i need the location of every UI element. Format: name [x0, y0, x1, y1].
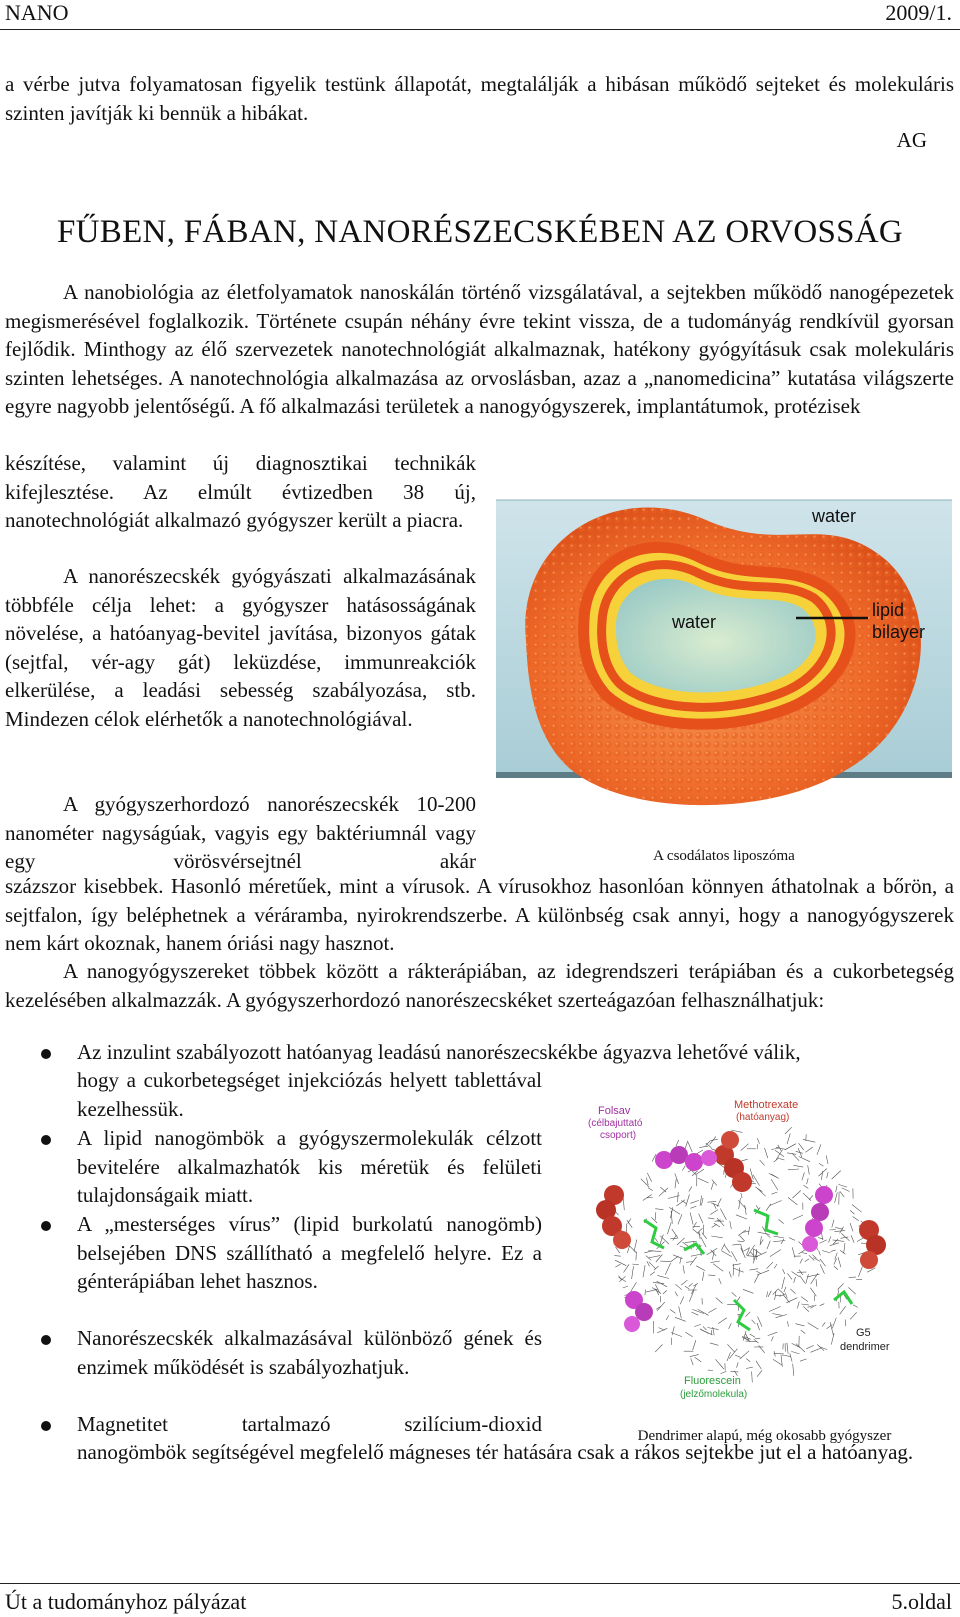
list-item-text: Nanorészecskék alkalmazásával különböző gének és enzimek működését is szabályozhatjuk.	[77, 1326, 542, 1379]
list-item-text: nanogömbök segítségével megfelelő mágneses tér hatására csak a rákos sejtekbe jut el a hatóanyag.	[77, 1440, 914, 1464]
list-item-text: hogy a cukorbetegséget injekciózás helyett tablettával kezelhessük.	[77, 1068, 542, 1121]
bullet-icon	[41, 1135, 51, 1145]
label-fluorescein: Fluorescein	[684, 1375, 741, 1387]
bullet-icon	[41, 1221, 51, 1231]
bullet-icon	[41, 1421, 51, 1431]
paragraph-1-continued: készítése, valamint új diagnosztikai technikák kifejlesztése. Az elmúlt évtizedben 38 új, nanotechnológiát alkalmazó gyógyszer került a piacra.	[5, 451, 476, 532]
list-item-text: A lipid nanogömbök a gyógyszermolekulák célzott bevitelére alkalmazhatók kis méretük és felületi tulajdonságaik miatt.	[77, 1126, 542, 1207]
header-left: NANO	[5, 0, 69, 25]
dendrimer-figure	[584, 1100, 904, 1415]
label-water-inside: water	[672, 612, 717, 632]
paragraph-4: A nanogyógyszereket többek között a rákterápiában, az idegrendszeri terápiában és a cukorbetegség kezelésében alkalmazzák. A gyógyszerhordozó nanorészecskéket szerteágazóan felhasználhatjuk:	[5, 959, 954, 1012]
header-right: 2009/1.	[885, 0, 952, 25]
label-fluorescein-sub: (jelzőmolekula)	[680, 1389, 748, 1400]
bullet-icon	[41, 1335, 51, 1345]
intro-paragraph: a vérbe jutva folyamatosan figyelik testünk állapotát, megtalálják a hibásan működő sejteket és molekuláris szinten javítják ki bennük a hibákat.	[5, 72, 954, 125]
label-folsav-sub2: csoport)	[600, 1130, 637, 1141]
label-g5: G5	[856, 1327, 871, 1339]
header-rule	[0, 29, 960, 30]
liposome-caption: A csodálatos liposzóma	[653, 848, 795, 864]
intro-signature: AG	[896, 128, 927, 152]
bullet-icon	[41, 1049, 51, 1059]
paragraph-3-continued: százszor kisebbek. Hasonló méretűek, mint a vírusok. A vírusokhoz hasonlóan könnyen áthatolnak a bőrön, a sejtfalon, így beléphetnek a véráramba, nyirokrendszerbe. A különbség csak annyi, hogy a nanogyógyszerek nem kárt okoznak, hanem óriási nagy hasznot.	[5, 874, 954, 955]
label-water-outside: water	[812, 506, 857, 526]
footer-left: Út a tudományhoz pályázat	[5, 1589, 247, 1614]
label-lipid: lipid	[872, 600, 905, 620]
list-item-text: A „mesterséges vírus” (lipid burkolatú nanogömb) belsejében DNS szállítható a megfelelő helyre. Ez a génterápiában lehet hasznos.	[77, 1212, 542, 1293]
footer-rule	[0, 1583, 960, 1584]
label-bilayer: bilayer	[872, 622, 926, 642]
paragraph-3: A gyógyszerhordozó nanorészecskék 10-200 nanométer nagyságúak, vagyis egy baktériumnál vagy egy vörösvérsejtnél akár	[5, 792, 476, 873]
liposome-figure	[496, 470, 952, 826]
article-title: FŰBEN, FÁBAN, NANORÉSZECSKÉBEN AZ ORVOSSÁG	[56, 214, 904, 250]
label-folsav-sub1: (célbajuttató	[588, 1118, 643, 1129]
label-methotrexate: Methotrexate	[734, 1100, 799, 1111]
paragraph-1: A nanobiológia az életfolyamatok nanoskálán történő vizsgálatával, a sejtekben működő nanogépezetek megismerésével foglalkozik. Története csupán néhány évre tekint vissza, de a tudományág rendkívül gyorsan fejlődik. Minthogy az élő szervezetek nanotechnológiát alkalmaznak, hatékony gyógyításuk csak molekuláris szinten lehetséges. A nanotechnológia alkalmazása az orvoslásban, azaz a „nanomedicina” kutatása világszerte egyre nagyobb jelentőségű. A fő alkalmazási területek a nanogyógyszerek, implantátumok, protézisek	[5, 280, 954, 418]
label-dendrimer: dendrimer	[840, 1341, 890, 1353]
list-item-text: Magnetitet tartalmazó szilícium-dioxid	[77, 1412, 542, 1436]
label-folsav: Folsav	[598, 1105, 631, 1117]
page-number: 5.oldal	[891, 1589, 952, 1614]
label-methotrexate-sub: (hatóanyag)	[736, 1112, 790, 1123]
paragraph-2: A nanorészecskék gyógyászati alkalmazásának többféle célja lehet: a gyógyszer hatásosságának növelése, a hatóanyag-bevitel javítása, bizonyos gátak (sejtfal, vér-agy gát) leküzdése, immunreakciók elkerülése, a leadási sebesség szabályozása, stb. Mindezen célok elérhetők a nanotechnológiával.	[5, 564, 476, 731]
list-item-text: Az inzulint szabályozott hatóanyag leadású nanorészecskékbe ágyazva lehetővé válik,	[77, 1040, 801, 1064]
dendrimer-caption: Dendrimer alapú, még okosabb gyógyszer	[637, 1428, 892, 1444]
